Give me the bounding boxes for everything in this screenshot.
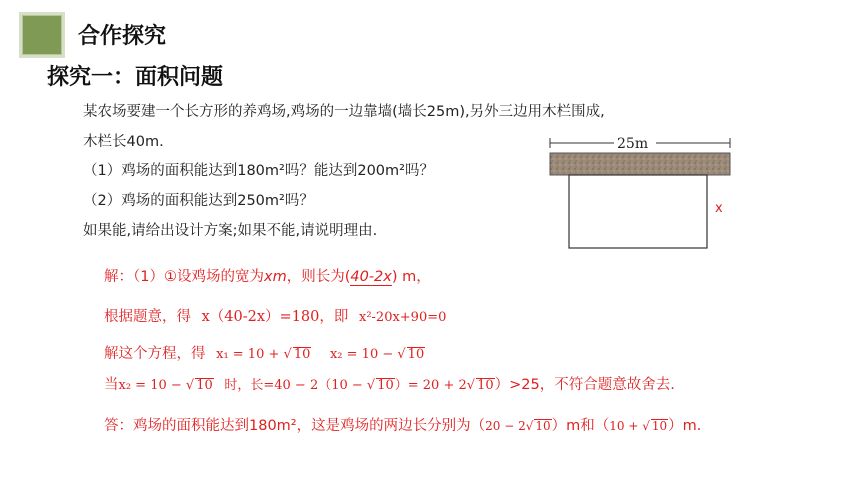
section-title: 合作探究 bbox=[78, 24, 167, 49]
s2-equation-2: x²-20x+90=0 bbox=[358, 310, 447, 325]
solution-line-1 bbox=[104, 265, 431, 286]
section-logo-square bbox=[19, 12, 65, 58]
problem-line-2: 木栏长40m. bbox=[83, 134, 164, 150]
s1-mid: ，则长为( bbox=[286, 269, 351, 285]
side-length-label: x bbox=[715, 201, 723, 216]
s1-prefix: 解：（1）①设鸡场的宽为 bbox=[104, 269, 264, 285]
answer-prefix: 答：鸡场的面积能达到180m²，这是鸡场的两边长分别为（ bbox=[104, 418, 486, 434]
s2-prefix: 根据题意，得 bbox=[104, 309, 191, 325]
solution-line-3 bbox=[104, 342, 425, 363]
answer-line bbox=[104, 414, 701, 435]
s2-mid: ，即 bbox=[319, 309, 349, 325]
chicken-yard bbox=[569, 175, 707, 248]
solution-line-2 bbox=[104, 305, 446, 326]
s4-length-expr: 时，长=40 − 2（10 − √ 10）= 20 + 2√ 10 bbox=[224, 378, 494, 393]
root-x2: x₂ = 10 − √ 10 bbox=[329, 347, 425, 362]
wall bbox=[550, 153, 730, 175]
wall-length-label: 25m bbox=[617, 136, 649, 152]
s4-end: ）>25，不符合题意故舍去. bbox=[494, 377, 675, 393]
solution-line-4 bbox=[104, 373, 675, 394]
s2-equation: x（40-2x）=180 bbox=[201, 309, 320, 325]
s4-prefix: 当 bbox=[104, 377, 119, 393]
answer-mid: ）m和（ bbox=[551, 418, 610, 434]
s1-var: xm bbox=[263, 269, 287, 285]
answer-length-b: 10 + √ 10 bbox=[609, 419, 668, 433]
question-1: （1）鸡场的面积能达到180m²吗？能达到200m²吗？ bbox=[83, 163, 434, 179]
question-3: 如果能,请给出设计方案;如果不能,请说明理由. bbox=[83, 223, 378, 239]
root-x1: x₁ = 10 + √ 10 bbox=[216, 347, 311, 362]
s3-prefix: 解这个方程，得 bbox=[104, 346, 206, 362]
sub-title: 探究一：面积问题 bbox=[47, 65, 224, 90]
question-2: （2）鸡场的面积能达到250m²吗？ bbox=[83, 193, 314, 209]
problem-line-1: 某农场要建一个长方形的养鸡场,鸡场的一边靠墙(墙长25m),另外三边用木栏围成, bbox=[83, 104, 605, 120]
answer-end: ）m. bbox=[668, 418, 702, 434]
s1-length-expr: 40-2x bbox=[350, 269, 392, 285]
answer-length-a: 20 − 2√ 10 bbox=[485, 419, 551, 433]
s1-end: ) m， bbox=[391, 269, 431, 285]
s4-x2: x₂ = 10 − √ 10 bbox=[118, 378, 213, 393]
